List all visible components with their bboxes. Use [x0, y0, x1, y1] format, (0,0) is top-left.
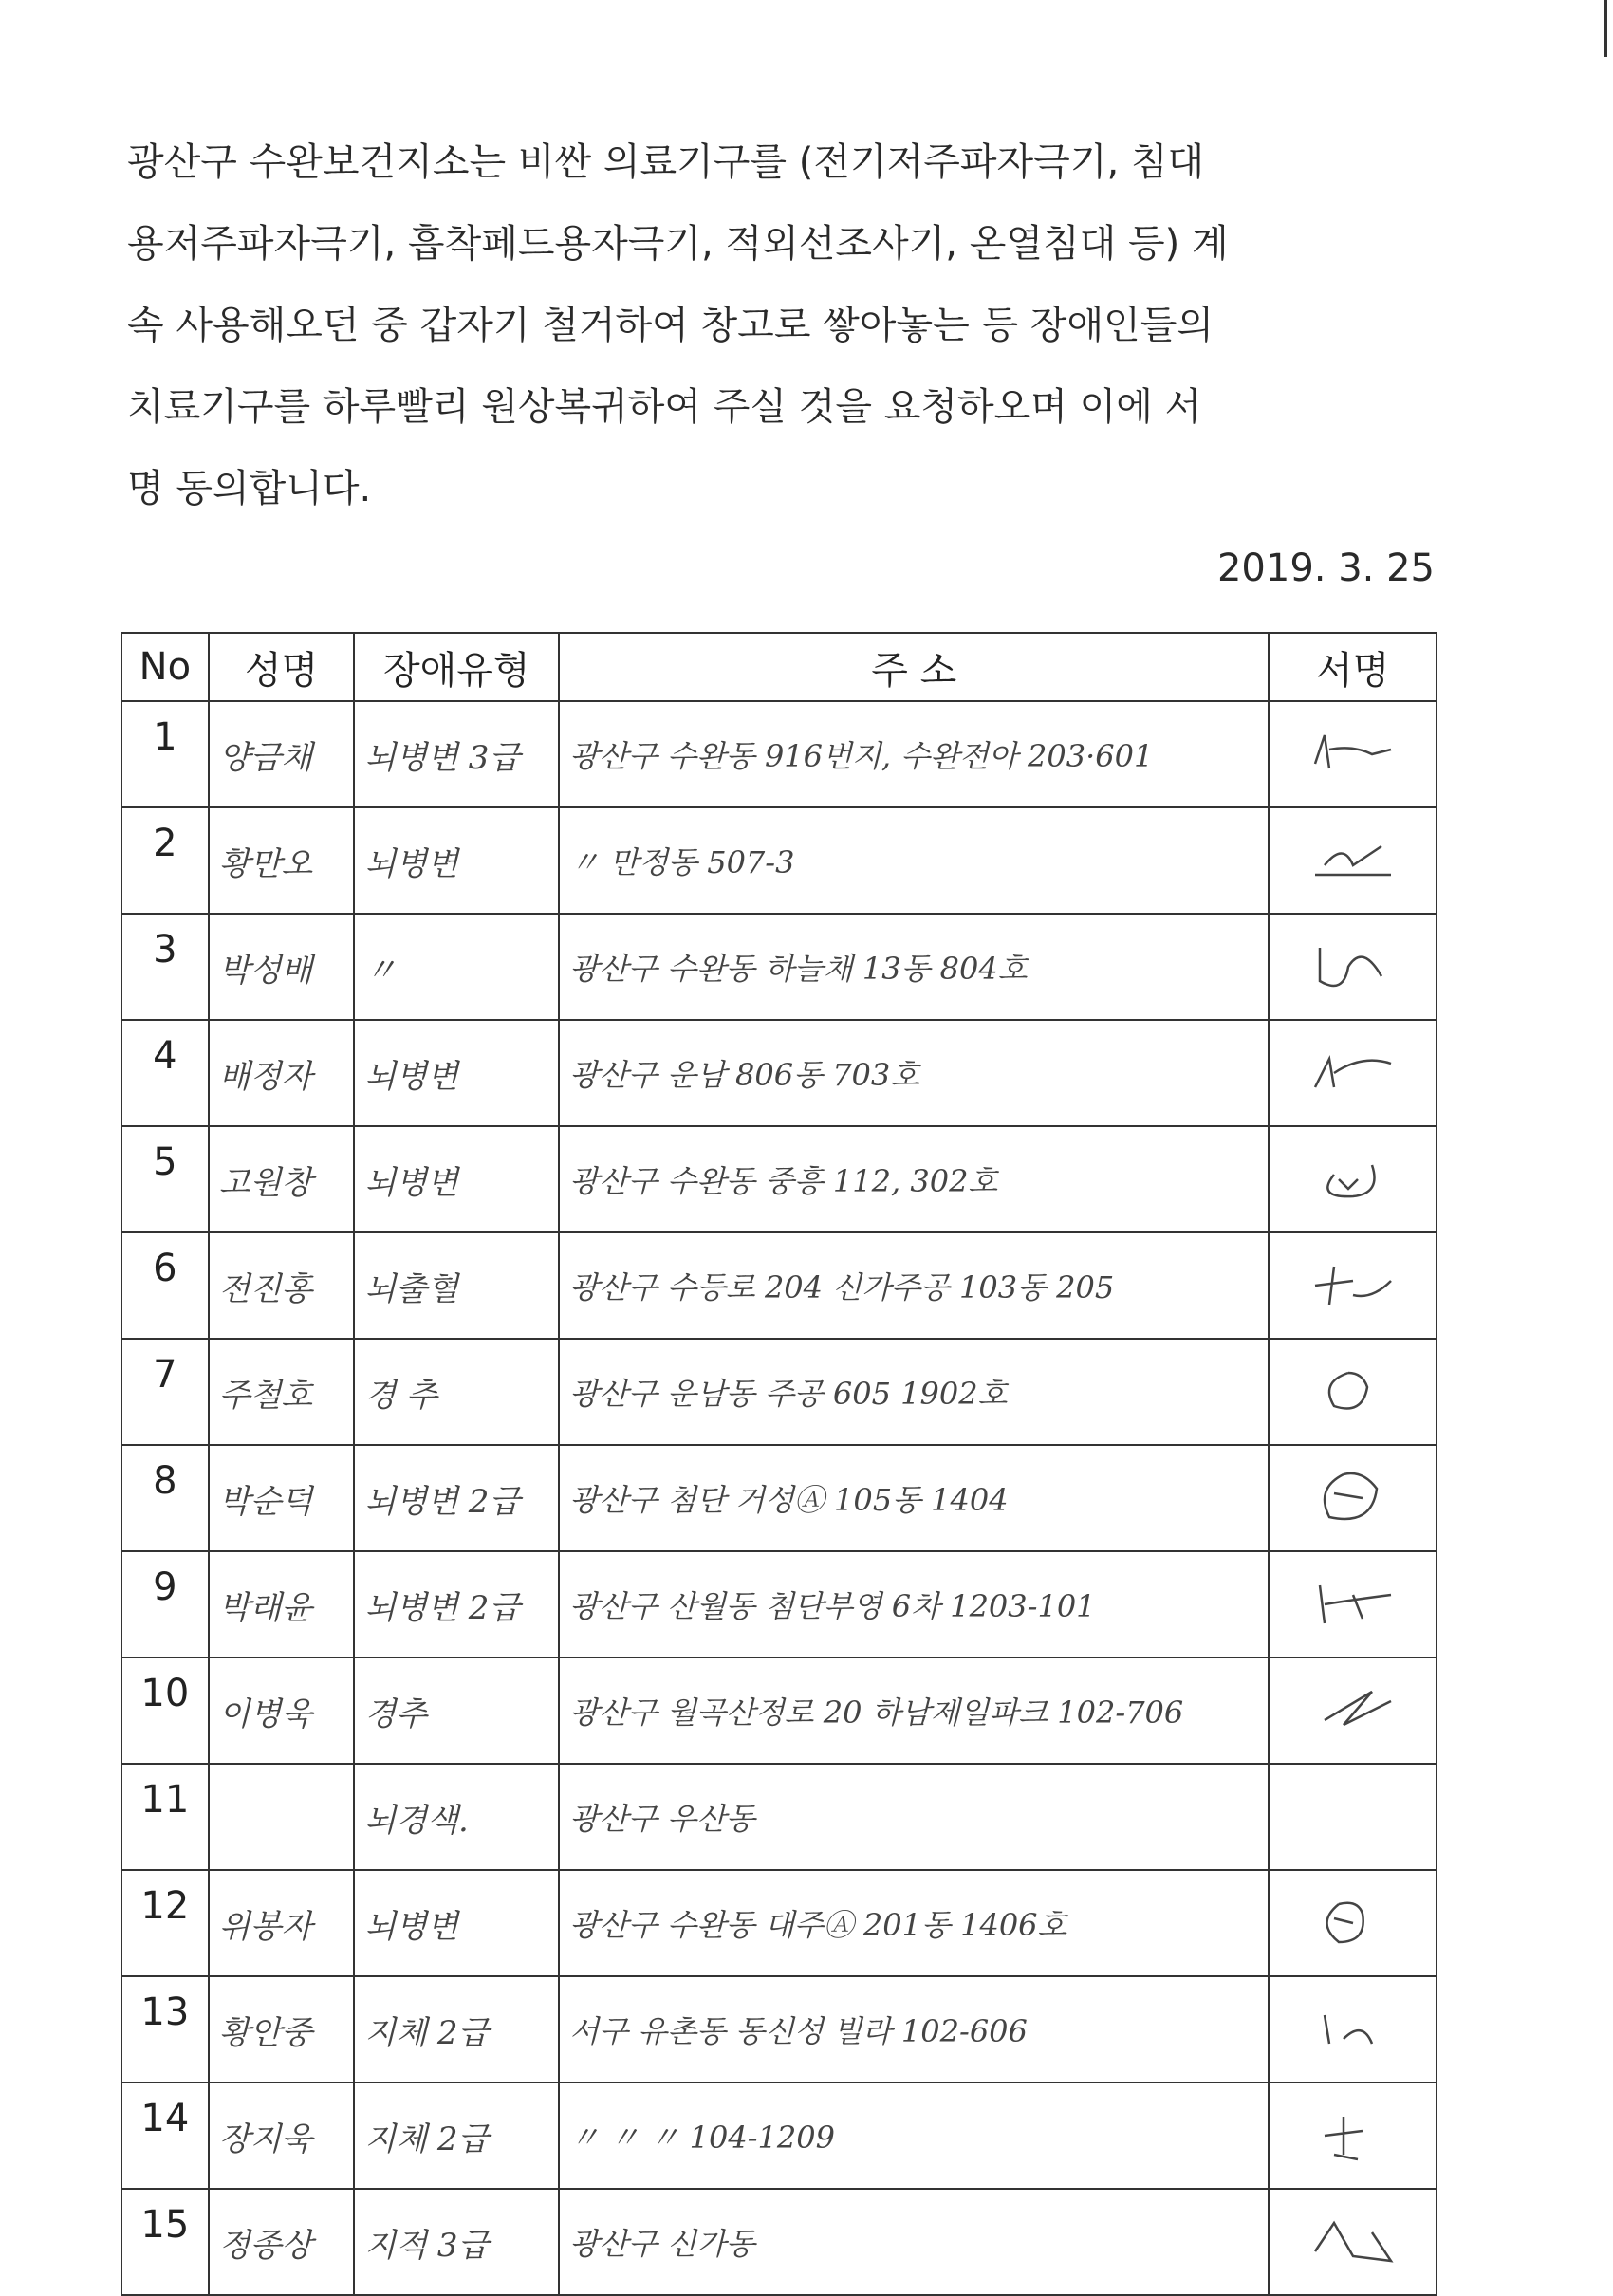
table-header-row	[121, 633, 1437, 701]
handwritten-signature-icon	[1306, 2107, 1400, 2164]
row-signature	[1269, 2083, 1437, 2189]
row-disability-type: 경 추	[354, 1339, 559, 1445]
row-name: 이병욱	[209, 1657, 355, 1764]
row-number: 5	[121, 1126, 209, 1232]
row-disability-type: 지체 2급	[354, 2083, 559, 2189]
row-signature	[1269, 1976, 1437, 2083]
row-disability-type: 경추	[354, 1657, 559, 1764]
row-number: 2	[121, 807, 209, 914]
header-name: 성명	[209, 633, 355, 701]
table-row	[121, 1657, 1437, 1764]
handwritten-signature-icon	[1306, 1895, 1400, 1952]
row-address: 광산구 첨단 거성Ⓐ 105동 1404	[559, 1445, 1269, 1551]
row-number: 3	[121, 914, 209, 1020]
row-signature	[1269, 1339, 1437, 1445]
row-address: 광산구 산월동 첨단부영 6차 1203-101	[559, 1551, 1269, 1657]
row-number: 1	[121, 701, 209, 807]
row-signature	[1269, 1657, 1437, 1764]
row-name: 장지욱	[209, 2083, 355, 2189]
signature-table	[121, 632, 1437, 2296]
handwritten-signature-icon	[1306, 1682, 1400, 1739]
row-name: 배정자	[209, 1020, 355, 1126]
row-signature	[1269, 1232, 1437, 1339]
table-row	[121, 914, 1437, 1020]
row-address: 광산구 운남동 주공 605 1902호	[559, 1339, 1269, 1445]
table-row	[121, 807, 1437, 914]
row-number: 13	[121, 1976, 209, 2083]
row-name: 정종상	[209, 2189, 355, 2295]
handwritten-signature-icon	[1306, 832, 1400, 889]
row-disability-type: 뇌병변 2급	[354, 1445, 559, 1551]
row-address: 광산구 운남 806동 703호	[559, 1020, 1269, 1126]
row-address: 광산구 수완동 916번지, 수완전아 203·601	[559, 701, 1269, 807]
petition-line: 명 동의합니다.	[127, 467, 372, 510]
handwritten-signature-icon	[1306, 1576, 1400, 1633]
handwritten-signature-icon	[1306, 938, 1400, 995]
scan-edge	[1604, 0, 1607, 57]
header-address: 주 소	[559, 633, 1269, 701]
petition-date: 2019. 3. 25	[1216, 546, 1435, 590]
table-row	[121, 2083, 1437, 2189]
handwritten-signature-icon	[1306, 1363, 1400, 1420]
row-number: 12	[121, 1870, 209, 1976]
row-disability-type: 뇌병변	[354, 1126, 559, 1232]
row-disability-type: 뇌출혈	[354, 1232, 559, 1339]
row-name: 고원창	[209, 1126, 355, 1232]
header-no: No	[121, 633, 209, 701]
row-disability-type: 뇌병변	[354, 1020, 559, 1126]
row-number: 7	[121, 1339, 209, 1445]
row-address: 광산구 수완동 하늘채 13동 804호	[559, 914, 1269, 1020]
row-address: 서구 유촌동 동신성 빌라 102-606	[559, 1976, 1269, 2083]
row-address: 〃 〃 〃 104-1209	[559, 2083, 1269, 2189]
row-signature	[1269, 1020, 1437, 1126]
table-row	[121, 1976, 1437, 2083]
handwritten-signature-icon	[1306, 1045, 1400, 1102]
row-number: 4	[121, 1020, 209, 1126]
row-signature	[1269, 2189, 1437, 2295]
table-row	[121, 701, 1437, 807]
row-signature	[1269, 914, 1437, 1020]
row-signature	[1269, 1126, 1437, 1232]
row-address: 광산구 우산동	[559, 1764, 1269, 1870]
row-address: 광산구 월곡산정로 20 하남제일파크 102-706	[559, 1657, 1269, 1764]
row-number: 15	[121, 2189, 209, 2295]
row-signature	[1269, 1551, 1437, 1657]
row-address: 광산구 신가동	[559, 2189, 1269, 2295]
row-name: 황만오	[209, 807, 355, 914]
row-disability-type: 뇌경색.	[354, 1764, 559, 1870]
row-name	[209, 1764, 355, 1870]
petition-line: 광산구 수완보건지소는 비싼 의료기구를 (전기저주파자극기, 침대	[127, 140, 1205, 184]
row-disability-type: 〃	[354, 914, 559, 1020]
handwritten-signature-icon	[1306, 1470, 1400, 1527]
header-type: 장애유형	[354, 633, 559, 701]
table-row	[121, 2189, 1437, 2295]
row-disability-type: 지적 3급	[354, 2189, 559, 2295]
row-signature	[1269, 807, 1437, 914]
table-row	[121, 1126, 1437, 1232]
row-name: 박성배	[209, 914, 355, 1020]
row-signature	[1269, 1445, 1437, 1551]
table-row	[121, 1551, 1437, 1657]
row-name: 박순덕	[209, 1445, 355, 1551]
petition-line: 치료기구를 하루빨리 원상복귀하여 주실 것을 요청하오며 이에 서	[127, 385, 1202, 429]
row-number: 9	[121, 1551, 209, 1657]
row-address: 〃 만정동 507-3	[559, 807, 1269, 914]
table-row	[121, 1339, 1437, 1445]
row-name: 주철호	[209, 1339, 355, 1445]
row-address: 광산구 수완동 중흥 112, 302호	[559, 1126, 1269, 1232]
row-name: 황안중	[209, 1976, 355, 2083]
handwritten-signature-icon	[1306, 2001, 1400, 2058]
row-signature	[1269, 1870, 1437, 1976]
row-name: 위봉자	[209, 1870, 355, 1976]
row-name: 양금채	[209, 701, 355, 807]
row-name: 박래윤	[209, 1551, 355, 1657]
row-number: 14	[121, 2083, 209, 2189]
row-address: 광산구 수완동 대주Ⓐ 201동 1406호	[559, 1870, 1269, 1976]
table-row	[121, 1445, 1437, 1551]
table-row	[121, 1020, 1437, 1126]
row-disability-type: 뇌병변	[354, 1870, 559, 1976]
handwritten-signature-icon	[1306, 1257, 1400, 1314]
header-signature: 서명	[1269, 633, 1437, 701]
row-address: 광산구 수등로 204 신가주공 103동 205	[559, 1232, 1269, 1339]
row-signature	[1269, 1764, 1437, 1870]
row-disability-type: 지체 2급	[354, 1976, 559, 2083]
handwritten-signature-icon	[1306, 1151, 1400, 1208]
row-disability-type: 뇌병변	[354, 807, 559, 914]
table-row	[121, 1764, 1437, 1870]
row-number: 11	[121, 1764, 209, 1870]
row-number: 6	[121, 1232, 209, 1339]
row-name: 전진홍	[209, 1232, 355, 1339]
row-disability-type: 뇌병변 2급	[354, 1551, 559, 1657]
row-number: 10	[121, 1657, 209, 1764]
row-disability-type: 뇌병변 3급	[354, 701, 559, 807]
handwritten-signature-icon	[1306, 726, 1400, 783]
petition-line: 속 사용해오던 중 갑자기 철거하여 창고로 쌓아놓는 등 장애인들의	[127, 304, 1214, 347]
table-row	[121, 1870, 1437, 1976]
row-number: 8	[121, 1445, 209, 1551]
petition-line: 용저주파자극기, 흡착페드용자극기, 적외선조사기, 온열침대 등) 계	[127, 222, 1229, 266]
row-signature	[1269, 701, 1437, 807]
handwritten-signature-icon	[1306, 2213, 1400, 2270]
petition-text	[127, 121, 1455, 529]
table-row	[121, 1232, 1437, 1339]
